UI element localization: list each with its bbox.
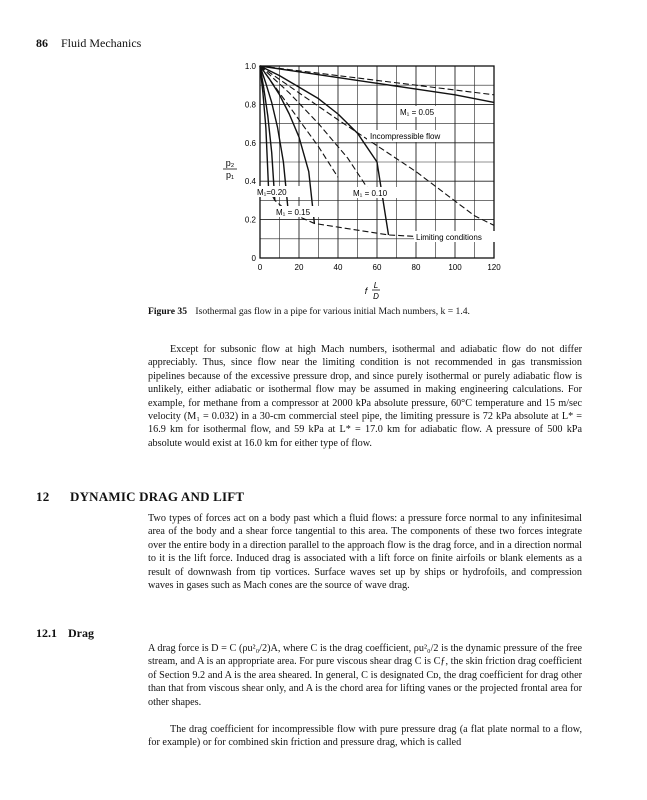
paragraph-drag-force: A drag force is D = C (ρu²₀/2)A, where C is the drag coefficient, ρu²₀/2 is the dynamic pressure of the free stream, and A is an appropriate area. For pure viscous shear drag C is Cƒ, the skin friction drag coefficient of Section 9.2 and A is the area sheared. In general, C is designated Cᴅ, the drag coefficient for drag other than that from viscous shear only, and A is the chord area for lifting vanes or the projected frontal area for other shapes.: [148, 643, 582, 708]
x-axis-label-D: D: [373, 292, 379, 301]
y-tick-label: 0.6: [244, 138, 256, 148]
x-tick-label: 0: [257, 263, 263, 272]
y-axis-label: [223, 158, 237, 180]
x-tick-label: 60: [372, 263, 382, 272]
running-title: Fluid Mechanics: [61, 36, 142, 50]
subsection-title: Drag: [68, 626, 94, 640]
paragraph-drag-coefficient: The drag coefficient for incompressible flow with pure pressure drag (a flat plate normal to a flow, for example) or for combined skin friction and pressure drag, which is called: [148, 724, 582, 749]
page-number: 86: [36, 36, 48, 50]
curve-annotations: [255, 106, 498, 242]
figure-label: Figure 35: [148, 306, 187, 317]
subsection-heading: [36, 626, 94, 641]
figure-caption-text: Isothermal gas flow in a pipe for various initial Mach numbers, k = 1.4.: [195, 306, 470, 317]
x-axis-label-f: f: [364, 286, 368, 296]
section-title: DYNAMIC DRAG AND LIFT: [70, 489, 245, 504]
x-tick-label: 20: [294, 263, 304, 272]
label-m020: M₁=0.20: [257, 188, 287, 197]
x-tick-label: 120: [487, 263, 501, 272]
x-tick-label: 40: [333, 263, 343, 272]
y-tick-label: 0.4: [244, 177, 256, 187]
label-m005: M₁ = 0.05: [400, 108, 435, 117]
paragraph-isothermal-adiabatic: Except for subsonic flow at high Mach numbers, isothermal and adiabatic flow do not differ appreciably. Thus, since flow near the limiting condition is not recommended in gas transmission pipelines because of the excessive pressure drop, and since purely isothermal or purely adiabatic flow is unlikely, either adiabatic or isothermal flow may be assumed in making engineering calculations. For example, for methane from a compressor at 2000 kPa absolute pressure, 60°C temperature and 15 m/sec velocity (M₁ = 0.032) in a 30-cm commercial steel pipe, the limiting pressure is 72 kPa absolute at L* = 16.9 km for isothermal flow, and 59 kPa at L* = 17.0 km for adiabatic flow. A pressure of 500 kPa absolute would exist at 16.0 km for either type of flow.: [148, 344, 582, 449]
x-tick-label: 100: [448, 263, 462, 272]
label-incompressible: Incompressible flow: [370, 132, 441, 141]
x-axis-label: [365, 281, 380, 301]
y-tick-label: 0.8: [244, 100, 256, 110]
section-heading: [36, 489, 244, 505]
x-tick-label: 80: [411, 263, 421, 272]
y-tick-label: 0: [251, 254, 256, 263]
paragraph-forces: Two types of forces act on a body past which a fluid flows: a pressure force normal to any infinitesimal area of the body and a shear force tangential to this area. The components of these two forces integrate over the entire body in a direction parallel to the approach flow is the drag force, and in a direction normal to it is the lift force. Induced drag is associated with a lift force on finite airfoils or blank elements as a result of downwash from tip vortices. Surface waves set up by ships or hydrofoils, and compression waves in gases such as Mach cones are the source of wave drag.: [148, 513, 582, 592]
section-number: 12: [36, 489, 50, 504]
figure-caption: [148, 306, 608, 317]
series-line-m1-0-30: [260, 66, 269, 189]
label-limiting: Limiting conditions: [416, 233, 482, 242]
pressure-ratio-chart: [210, 58, 510, 303]
figure-35: [210, 58, 510, 308]
y-axis-label-denominator: p₁: [225, 170, 235, 180]
subsection-number: 12.1: [36, 626, 57, 640]
label-m015: M₁ = 0.15: [276, 208, 311, 217]
y-axis-label-numerator: p₂: [225, 158, 235, 168]
running-head: [36, 36, 141, 51]
x-axis-label-L: L: [373, 281, 379, 290]
y-tick-label: 0.2: [244, 215, 256, 225]
y-tick-label: 1.0: [244, 62, 256, 71]
label-m010: M₁ = 0.10: [353, 189, 388, 198]
